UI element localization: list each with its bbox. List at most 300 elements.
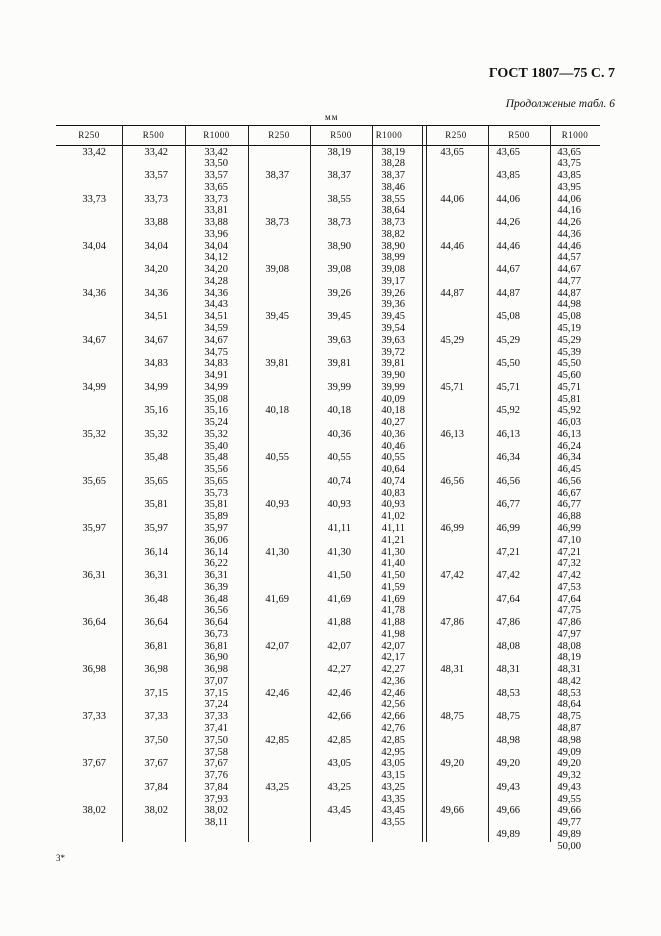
r1000-value: 39,90 [381, 370, 405, 382]
r1000-value: 42,46 [381, 687, 405, 699]
r250-value: 44,06 [440, 193, 464, 205]
r1000-value: 47,42 [557, 570, 581, 582]
r1000-value: 45,92 [557, 405, 581, 417]
r1000-value: 34,43 [204, 299, 228, 311]
r1000-value: 36,14 [204, 546, 228, 558]
r500-value: 45,29 [496, 334, 520, 346]
r250-value: 34,04 [82, 240, 106, 252]
r500-value: 46,99 [496, 522, 520, 534]
r500-value: 41,69 [327, 593, 351, 605]
r500-value: 34,83 [144, 358, 168, 370]
r1000-value: 38,46 [381, 181, 405, 193]
r1000-value: 49,32 [557, 770, 581, 782]
r250-value: 49,66 [440, 805, 464, 817]
r500-value: 37,84 [144, 781, 168, 793]
r1000-value: 41,59 [381, 581, 405, 593]
r500-value: 38,55 [327, 193, 351, 205]
r1000-value: 37,24 [204, 699, 228, 711]
r1000-value: 34,91 [204, 370, 228, 382]
r250-value: 37,33 [82, 711, 106, 723]
r500-value: 48,98 [496, 734, 520, 746]
r500-value: 38,02 [144, 805, 168, 817]
r1000-value: 47,86 [557, 617, 581, 629]
r1000-value: 42,66 [381, 711, 405, 723]
r1000-value: 48,75 [557, 711, 581, 723]
r1000-value: 48,64 [557, 699, 581, 711]
r1000-value: 41,40 [381, 558, 405, 570]
r1000-value: 43,15 [381, 770, 405, 782]
r250-value: 37,67 [82, 758, 106, 770]
r500-value: 42,66 [327, 711, 351, 723]
r1000-value: 33,88 [204, 217, 228, 229]
r500-value: 38,19 [327, 146, 351, 158]
r500-value: 46,56 [496, 475, 520, 487]
r500-value: 38,73 [327, 217, 351, 229]
r250-value: 42,46 [265, 687, 289, 699]
r250-value: 39,81 [265, 358, 289, 370]
r1000-value: 48,53 [557, 687, 581, 699]
r1000-value: 45,60 [557, 370, 581, 382]
r1000-value: 36,73 [204, 628, 228, 640]
r500-value: 43,65 [496, 146, 520, 158]
r1000-value: 38,37 [381, 170, 405, 182]
page-footnote: 3* [56, 853, 65, 863]
r1000-value: 42,27 [381, 664, 405, 676]
r1000-value: 33,42 [204, 146, 228, 158]
r250-value: 40,55 [265, 452, 289, 464]
r1000-value: 35,97 [204, 522, 228, 534]
r1000-value: 49,09 [557, 746, 581, 758]
r500-value: 41,50 [327, 570, 351, 582]
r1000-value: 33,81 [204, 205, 228, 217]
r1000-value: 33,73 [204, 193, 228, 205]
r1000-value: 33,50 [204, 158, 228, 170]
r1000-value: 37,93 [204, 793, 228, 805]
r1000-value: 45,81 [557, 393, 581, 405]
r1000-value: 41,21 [381, 534, 405, 546]
r500-value: 37,67 [144, 758, 168, 770]
r1000-value: 43,55 [381, 817, 405, 829]
r250-value: 43,65 [440, 146, 464, 158]
r500-value: 43,25 [327, 781, 351, 793]
r250-value: 36,31 [82, 570, 106, 582]
r1000-value: 34,83 [204, 358, 228, 370]
r250-value: 40,18 [265, 405, 289, 417]
r500-value: 40,74 [327, 475, 351, 487]
r1000-value: 37,76 [204, 770, 228, 782]
r1000-value: 47,21 [557, 546, 581, 558]
r1000-value: 49,89 [557, 828, 581, 840]
r1000-value: 38,19 [381, 146, 405, 158]
r500-value: 36,14 [144, 546, 168, 558]
r500-value: 45,92 [496, 405, 520, 417]
r250-value: 36,64 [82, 617, 106, 629]
r1000-value: 48,42 [557, 675, 581, 687]
r500-value: 36,98 [144, 664, 168, 676]
column-header: R1000 [375, 130, 403, 140]
r250-value: 42,07 [265, 640, 289, 652]
r1000-value: 41,69 [381, 593, 405, 605]
table-continuation-label: Продолженые табл. 6 [505, 98, 615, 110]
r1000-value: 44,26 [557, 217, 581, 229]
r500-value: 40,18 [327, 405, 351, 417]
r500-value: 46,77 [496, 499, 520, 511]
r1000-value: 42,07 [381, 640, 405, 652]
r1000-value: 42,85 [381, 734, 405, 746]
r1000-value: 49,20 [557, 758, 581, 770]
r250-value: 46,56 [440, 475, 464, 487]
r500-value: 36,81 [144, 640, 168, 652]
r1000-value: 46,34 [557, 452, 581, 464]
r500-value: 42,07 [327, 640, 351, 652]
r500-value: 47,64 [496, 593, 520, 605]
r1000-value: 36,48 [204, 593, 228, 605]
r500-value: 36,48 [144, 593, 168, 605]
r1000-value: 49,55 [557, 793, 581, 805]
r1000-value: 46,56 [557, 475, 581, 487]
r1000-value: 36,06 [204, 534, 228, 546]
r1000-value: 39,72 [381, 346, 405, 358]
r500-value: 41,11 [327, 522, 351, 534]
r1000-value: 42,95 [381, 746, 405, 758]
r250-value: 43,25 [265, 781, 289, 793]
r1000-value: 40,64 [381, 464, 405, 476]
r1000-value: 45,71 [557, 381, 581, 393]
r500-value: 33,57 [144, 170, 168, 182]
column-header: R250 [78, 130, 100, 140]
r1000-value: 37,58 [204, 746, 228, 758]
r1000-value: 40,83 [381, 487, 405, 499]
r1000-value: 41,78 [381, 605, 405, 617]
r250-value: 38,37 [265, 170, 289, 182]
r1000-value: 45,19 [557, 322, 581, 334]
r1000-value: 36,31 [204, 570, 228, 582]
r500-value: 44,26 [496, 217, 520, 229]
r1000-value: 35,24 [204, 417, 228, 429]
r500-value: 38,90 [327, 240, 351, 252]
r1000-value: 43,05 [381, 758, 405, 770]
r250-value: 44,46 [440, 240, 464, 252]
r1000-value: 40,93 [381, 499, 405, 511]
r1000-value: 41,98 [381, 628, 405, 640]
r1000-value: 34,28 [204, 275, 228, 287]
r1000-value: 43,65 [557, 146, 581, 158]
table-top-rule [56, 125, 600, 126]
r500-value: 34,67 [144, 334, 168, 346]
r1000-value: 35,40 [204, 440, 228, 452]
r1000-value: 42,76 [381, 722, 405, 734]
r500-value: 44,46 [496, 240, 520, 252]
r500-value: 41,30 [327, 546, 351, 558]
r500-value: 34,99 [144, 381, 168, 393]
r500-value: 47,86 [496, 617, 520, 629]
r1000-value: 44,46 [557, 240, 581, 252]
r500-value: 35,16 [144, 405, 168, 417]
r1000-value: 37,41 [204, 722, 228, 734]
r1000-value: 36,56 [204, 605, 228, 617]
r1000-value: 43,75 [557, 158, 581, 170]
r1000-value: 47,53 [557, 581, 581, 593]
r500-value: 37,50 [144, 734, 168, 746]
r1000-value: 42,17 [381, 652, 405, 664]
r1000-value: 40,18 [381, 405, 405, 417]
r500-value: 48,08 [496, 640, 520, 652]
r500-value: 34,04 [144, 240, 168, 252]
r1000-value: 34,51 [204, 311, 228, 323]
r250-value: 49,20 [440, 758, 464, 770]
r500-value: 39,26 [327, 287, 351, 299]
column-divider [122, 125, 123, 842]
r500-value: 39,99 [327, 381, 351, 393]
r500-value: 35,81 [144, 499, 168, 511]
r1000-value: 39,54 [381, 322, 405, 334]
r250-value: 35,97 [82, 522, 106, 534]
r1000-value: 33,65 [204, 181, 228, 193]
r1000-value: 41,30 [381, 546, 405, 558]
column-divider [422, 125, 423, 842]
r500-value: 43,85 [496, 170, 520, 182]
r500-value: 41,88 [327, 617, 351, 629]
r500-value: 40,55 [327, 452, 351, 464]
r1000-value: 42,36 [381, 675, 405, 687]
r500-value: 33,73 [144, 193, 168, 205]
r1000-value: 47,97 [557, 628, 581, 640]
r500-value: 45,50 [496, 358, 520, 370]
r1000-value: 40,36 [381, 428, 405, 440]
r250-value: 47,42 [440, 570, 464, 582]
r1000-value: 41,11 [381, 522, 405, 534]
r1000-value: 40,27 [381, 417, 405, 429]
r1000-value: 49,43 [557, 781, 581, 793]
r1000-value: 44,06 [557, 193, 581, 205]
r1000-value: 38,28 [381, 158, 405, 170]
r1000-value: 48,08 [557, 640, 581, 652]
r250-value: 41,30 [265, 546, 289, 558]
column-header: R1000 [561, 130, 589, 140]
r1000-value: 35,65 [204, 475, 228, 487]
r500-value: 43,45 [327, 805, 351, 817]
column-header: R500 [508, 130, 530, 140]
r500-value: 47,21 [496, 546, 520, 558]
r250-value: 39,08 [265, 264, 289, 276]
r1000-value: 35,81 [204, 499, 228, 511]
r1000-value: 35,56 [204, 464, 228, 476]
r1000-value: 39,99 [381, 381, 405, 393]
r1000-value: 38,55 [381, 193, 405, 205]
page-title: ГОСТ 1807—75 С. 7 [488, 66, 615, 81]
r1000-value: 34,99 [204, 381, 228, 393]
r1000-value: 40,09 [381, 393, 405, 405]
r1000-value: 44,77 [557, 275, 581, 287]
column-header: R500 [330, 130, 352, 140]
r250-value: 45,29 [440, 334, 464, 346]
r1000-value: 46,88 [557, 511, 581, 523]
r1000-value: 36,39 [204, 581, 228, 593]
r1000-value: 47,32 [557, 558, 581, 570]
r1000-value: 41,02 [381, 511, 405, 523]
r1000-value: 38,99 [381, 252, 405, 264]
r500-value: 42,27 [327, 664, 351, 676]
r1000-value: 47,64 [557, 593, 581, 605]
r500-value: 44,87 [496, 287, 520, 299]
r500-value: 34,51 [144, 311, 168, 323]
r1000-value: 44,57 [557, 252, 581, 264]
r1000-value: 44,98 [557, 299, 581, 311]
r1000-value: 33,57 [204, 170, 228, 182]
r1000-value: 43,35 [381, 793, 405, 805]
r500-value: 40,36 [327, 428, 351, 440]
r1000-value: 37,84 [204, 781, 228, 793]
r1000-value: 39,17 [381, 275, 405, 287]
r1000-value: 45,50 [557, 358, 581, 370]
r500-value: 46,13 [496, 428, 520, 440]
r1000-value: 39,08 [381, 264, 405, 276]
r500-value: 42,85 [327, 734, 351, 746]
r500-value: 37,33 [144, 711, 168, 723]
r1000-value: 40,55 [381, 452, 405, 464]
r1000-value: 36,81 [204, 640, 228, 652]
r1000-value: 47,75 [557, 605, 581, 617]
r500-value: 49,43 [496, 781, 520, 793]
r1000-value: 40,74 [381, 475, 405, 487]
r1000-value: 35,73 [204, 487, 228, 499]
column-header: R500 [142, 130, 165, 140]
r1000-value: 38,02 [204, 805, 228, 817]
r1000-value: 38,11 [204, 817, 228, 829]
r500-value: 46,34 [496, 452, 520, 464]
r500-value: 44,67 [496, 264, 520, 276]
r250-value: 38,73 [265, 217, 289, 229]
r500-value: 34,36 [144, 287, 168, 299]
r1000-value: 48,87 [557, 722, 581, 734]
r250-value: 46,99 [440, 522, 464, 534]
r500-value: 35,65 [144, 475, 168, 487]
r1000-value: 34,75 [204, 346, 228, 358]
r1000-value: 39,26 [381, 287, 405, 299]
r500-value: 40,93 [327, 499, 351, 511]
r1000-value: 35,48 [204, 452, 228, 464]
r500-value: 39,08 [327, 264, 351, 276]
r1000-value: 46,67 [557, 487, 581, 499]
r500-value: 35,32 [144, 428, 168, 440]
r1000-value: 44,16 [557, 205, 581, 217]
r500-value: 36,31 [144, 570, 168, 582]
r1000-value: 47,10 [557, 534, 581, 546]
r1000-value: 34,04 [204, 240, 228, 252]
r500-value: 48,31 [496, 664, 520, 676]
r250-value: 40,93 [265, 499, 289, 511]
r500-value: 49,66 [496, 805, 520, 817]
r1000-value: 49,77 [557, 817, 581, 829]
r1000-value: 41,88 [381, 617, 405, 629]
r500-value: 42,46 [327, 687, 351, 699]
r250-value: 34,99 [82, 381, 106, 393]
r500-value: 48,53 [496, 687, 520, 699]
r1000-value: 46,77 [557, 499, 581, 511]
r1000-value: 48,98 [557, 734, 581, 746]
r1000-value: 44,87 [557, 287, 581, 299]
r1000-value: 43,45 [381, 805, 405, 817]
r500-value: 33,88 [144, 217, 168, 229]
r250-value: 38,02 [82, 805, 106, 817]
r250-value: 48,31 [440, 664, 464, 676]
r1000-value: 37,07 [204, 675, 228, 687]
r1000-value: 38,64 [381, 205, 405, 217]
r1000-value: 37,67 [204, 758, 228, 770]
r1000-value: 37,33 [204, 711, 228, 723]
r1000-value: 46,03 [557, 417, 581, 429]
r250-value: 35,65 [82, 475, 106, 487]
r250-value: 34,67 [82, 334, 106, 346]
r500-value: 48,75 [496, 711, 520, 723]
r500-value: 38,37 [327, 170, 351, 182]
r1000-value: 39,63 [381, 334, 405, 346]
r250-value: 47,86 [440, 617, 464, 629]
r500-value: 39,63 [327, 334, 351, 346]
r250-value: 45,71 [440, 381, 464, 393]
column-divider [185, 125, 186, 842]
r500-value: 39,45 [327, 311, 351, 323]
r250-value: 44,87 [440, 287, 464, 299]
r1000-value: 34,36 [204, 287, 228, 299]
r500-value: 35,97 [144, 522, 168, 534]
r1000-value: 41,50 [381, 570, 405, 582]
r500-value: 45,71 [496, 381, 520, 393]
r1000-value: 44,36 [557, 228, 581, 240]
r250-value: 39,45 [265, 311, 289, 323]
r1000-value: 46,45 [557, 464, 581, 476]
r500-value: 37,15 [144, 687, 168, 699]
r250-value: 33,42 [82, 146, 106, 158]
r500-value: 47,42 [496, 570, 520, 582]
r1000-value: 35,89 [204, 511, 228, 523]
r1000-value: 38,73 [381, 217, 405, 229]
r1000-value: 49,66 [557, 805, 581, 817]
r500-value: 43,05 [327, 758, 351, 770]
r1000-value: 45,29 [557, 334, 581, 346]
r1000-value: 48,19 [557, 652, 581, 664]
r1000-value: 34,20 [204, 264, 228, 276]
r1000-value: 38,90 [381, 240, 405, 252]
r1000-value: 35,08 [204, 393, 228, 405]
r500-value: 44,06 [496, 193, 520, 205]
r1000-value: 35,16 [204, 405, 228, 417]
r500-value: 45,08 [496, 311, 520, 323]
r1000-value: 45,08 [557, 311, 581, 323]
column-header: R1000 [203, 130, 230, 140]
r500-value: 49,20 [496, 758, 520, 770]
r250-value: 41,69 [265, 593, 289, 605]
r500-value: 39,81 [327, 358, 351, 370]
column-header: R250 [445, 130, 467, 140]
r500-value: 34,20 [144, 264, 168, 276]
r250-value: 48,75 [440, 711, 464, 723]
r1000-value: 43,95 [557, 181, 581, 193]
r1000-value: 43,85 [557, 170, 581, 182]
r1000-value: 35,32 [204, 428, 228, 440]
r1000-value: 46,24 [557, 440, 581, 452]
r1000-value: 34,67 [204, 334, 228, 346]
r1000-value: 46,13 [557, 428, 581, 440]
r1000-value: 36,90 [204, 652, 228, 664]
r1000-value: 37,15 [204, 687, 228, 699]
r1000-value: 36,98 [204, 664, 228, 676]
r1000-value: 39,81 [381, 358, 405, 370]
r1000-value: 34,59 [204, 322, 228, 334]
r1000-value: 38,82 [381, 228, 405, 240]
r1000-value: 43,25 [381, 781, 405, 793]
r1000-value: 39,36 [381, 299, 405, 311]
